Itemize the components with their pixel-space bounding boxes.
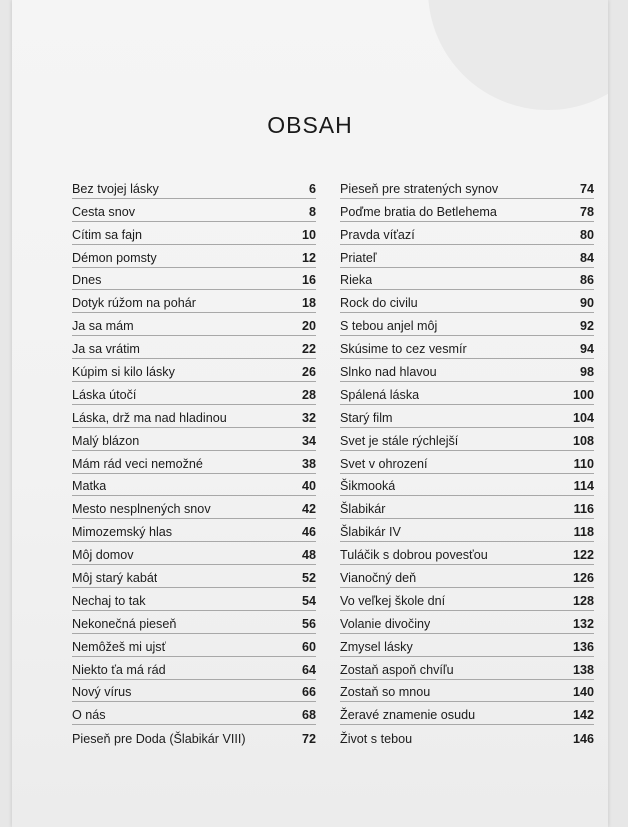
toc-entry-page-number: 38 [301,456,316,471]
toc-entry-page-number: 72 [301,732,316,747]
toc-entry-title: Život s tebou [340,732,413,747]
toc-entry-page-number: 126 [572,571,594,586]
toc-entry [340,382,594,405]
toc-entry [72,336,316,359]
toc-entry [340,268,594,291]
toc-entry [72,725,316,748]
toc-entry-page-number: 40 [301,479,316,494]
toc-entry-title: Mesto nesplnených snov [72,502,211,517]
toc-entry-page-number: 94 [579,342,594,357]
toc-entry-page-number: 28 [301,387,316,402]
toc-entry-title: Cítim sa fajn [72,227,142,242]
toc-entry-title: Svet v ohrození [340,456,428,471]
toc-entry-title: Starý film [340,410,393,425]
toc-entry-page-number: 116 [573,502,594,517]
toc-entry [72,428,316,451]
toc-entry-title: Dnes [72,273,102,288]
toc-entry [72,702,316,725]
toc-entry-page-number: 86 [579,273,594,288]
toc-entry-title: Zostaň aspoň chvíľu [340,662,454,677]
toc-entry-page-number: 18 [301,296,316,311]
toc-entry-title: Nekonečná pieseň [72,616,177,631]
toc-entry [72,611,316,634]
toc-entry-title: Malý blázon [72,433,140,448]
toc-entry [340,313,594,336]
toc-entry-title: Nový vírus [72,685,132,700]
toc-entry-title: Zostaň so mnou [340,685,431,700]
toc-entry [340,359,594,382]
toc-entry-title: Kúpim si kilo lásky [72,365,175,380]
toc-entry [72,634,316,657]
toc-entry-page-number: 60 [301,639,316,654]
toc-entry [340,611,594,634]
toc-entry-title: Mimozemský hlas [72,525,173,540]
toc-entry [72,222,316,245]
toc-entry-page-number: 84 [579,250,594,265]
toc-entry-title: O nás [72,708,106,723]
toc-entry [340,519,594,542]
toc-entry-page-number: 20 [301,319,316,334]
toc-entry [340,588,594,611]
toc-entry-page-number: 64 [301,662,316,677]
toc-entry-page-number: 54 [301,593,316,608]
toc-entry-title: Môj starý kabát [72,571,158,586]
toc-entry [72,496,316,519]
toc-entry-title: Šlabikár IV [340,525,401,540]
book-page [12,0,608,827]
toc-entry-title: Šikmooká [340,479,396,494]
toc-entry [72,176,316,199]
toc-entry-title: Rock do civilu [340,296,418,311]
toc-entry-page-number: 8 [308,204,316,219]
toc-entry-title: Pravda víťazí [340,227,415,242]
toc-entry-title: S tebou anjel môj [340,319,438,334]
toc-entry-title: Vo veľkej škole dní [340,593,446,608]
toc-entry [340,176,594,199]
toc-entry-page-number: 10 [301,227,316,242]
toc-entry-page-number: 100 [572,387,594,402]
toc-entry [340,428,594,451]
toc-entry [72,268,316,291]
toc-entry-page-number: 66 [301,685,316,700]
toc-entry-page-number: 34 [301,433,316,448]
toc-entry-page-number: 78 [579,204,594,219]
toc-entry [72,290,316,313]
toc-entry [340,680,594,703]
toc-entry-title: Vianočný deň [340,571,417,586]
toc-entry-page-number: 16 [301,273,316,288]
toc-entry [340,634,594,657]
toc-entry-title: Priateľ [340,250,377,265]
toc-entry-title: Démon pomsty [72,250,157,265]
toc-entry-page-number: 92 [579,319,594,334]
toc-entry [340,496,594,519]
toc-entry [72,405,316,428]
toc-entry-page-number: 42 [301,502,316,517]
toc-entry-page-number: 132 [572,616,594,631]
toc-entry-title: Dotyk rúžom na pohár [72,296,196,311]
toc-entry-page-number: 104 [572,410,594,425]
toc-entry-title: Niekto ťa má rád [72,662,166,677]
toc-entry-title: Pieseň pre stratených synov [340,181,499,196]
toc-entry-page-number: 122 [572,548,594,563]
toc-entry [340,451,594,474]
toc-entry-page-number: 146 [572,732,594,747]
toc-entry-page-number: 48 [301,548,316,563]
toc-entry-page-number: 114 [573,479,594,494]
toc-entry [72,382,316,405]
toc-entry [340,222,594,245]
toc-entry [72,313,316,336]
toc-entry [72,680,316,703]
toc-entry-page-number: 136 [572,639,594,654]
toc-entry-title: Láska útočí [72,387,137,402]
toc-entry-page-number: 138 [572,662,594,677]
toc-entry-title: Svet je stále rýchlejší [340,433,459,448]
toc-entry-title: Skúsime to cez vesmír [340,342,467,357]
toc-entry [340,657,594,680]
toc-entry-title: Nechaj to tak [72,593,146,608]
toc-entry-page-number: 52 [301,571,316,586]
toc-entry-title: Nemôžeš mi ujsť [72,639,167,654]
toc-entry-page-number: 22 [301,342,316,357]
toc-entry-title: Slnko nad hlavou [340,365,437,380]
toc-entry-page-number: 98 [579,365,594,380]
toc-entry-title: Ja sa vrátim [72,342,140,357]
toc-entry-page-number: 32 [301,410,316,425]
toc-entry-title: Rieka [340,273,373,288]
toc-entry-page-number: 56 [301,616,316,631]
toc-entry-page-number: 118 [573,525,594,540]
toc-entry [340,474,594,497]
toc-entry-title: Poďme bratia do Betlehema [340,204,497,219]
toc-entry-title: Mám rád veci nemožné [72,456,203,471]
toc-entry [340,702,594,725]
toc-right-column [340,176,594,748]
toc-entry [340,290,594,313]
toc-entry-page-number: 74 [579,181,594,196]
toc-entry-title: Môj domov [72,548,134,563]
toc-entry-page-number: 6 [308,181,316,196]
toc-entry-page-number: 46 [301,525,316,540]
toc-entry [340,542,594,565]
toc-entry [72,359,316,382]
toc-entry-page-number: 142 [572,708,594,723]
toc-entry-title: Volanie divočiny [340,616,431,631]
toc-entry-title: Matka [72,479,107,494]
toc-entry-page-number: 128 [572,593,594,608]
toc-entry [72,657,316,680]
toc-entry [72,542,316,565]
toc-left-column [72,176,316,748]
toc-entry [340,245,594,268]
toc-entry-page-number: 80 [579,227,594,242]
toc-entry [340,565,594,588]
toc-entry-title: Ja sa mám [72,319,134,334]
toc-entry [340,405,594,428]
toc-entry [72,519,316,542]
toc-entry-title: Spálená láska [340,387,420,402]
toc-entry-page-number: 68 [301,708,316,723]
toc-entry [340,725,594,748]
toc-entry [340,199,594,222]
toc-entry-title: Bez tvojej lásky [72,181,159,196]
toc-entry-page-number: 12 [301,250,316,265]
toc-entry-title: Šlabikár [340,502,386,517]
toc-entry-page-number: 108 [572,433,594,448]
toc-entry-title: Láska, drž ma nad hladinou [72,410,227,425]
toc-entry [72,245,316,268]
toc-entry-title: Pieseň pre Doda (Šlabikár VIII) [72,732,246,747]
toc-entry-page-number: 140 [572,685,594,700]
toc-entry [72,588,316,611]
toc-entry [72,451,316,474]
toc-entry-page-number: 26 [301,365,316,380]
toc-entry [72,474,316,497]
toc-entry-page-number: 110 [573,456,594,471]
toc-entry [340,336,594,359]
toc-entry-title: Zmysel lásky [340,639,413,654]
toc-entry-title: Cesta snov [72,204,135,219]
toc-entry [72,199,316,222]
toc-entry-title: Tuláčik s dobrou povesťou [340,548,488,563]
decorative-shape [428,0,608,110]
page-title: OBSAH [267,112,353,138]
toc-entry-title: Žeravé znamenie osudu [340,708,476,723]
toc-entry [72,565,316,588]
toc-entry-page-number: 90 [579,296,594,311]
